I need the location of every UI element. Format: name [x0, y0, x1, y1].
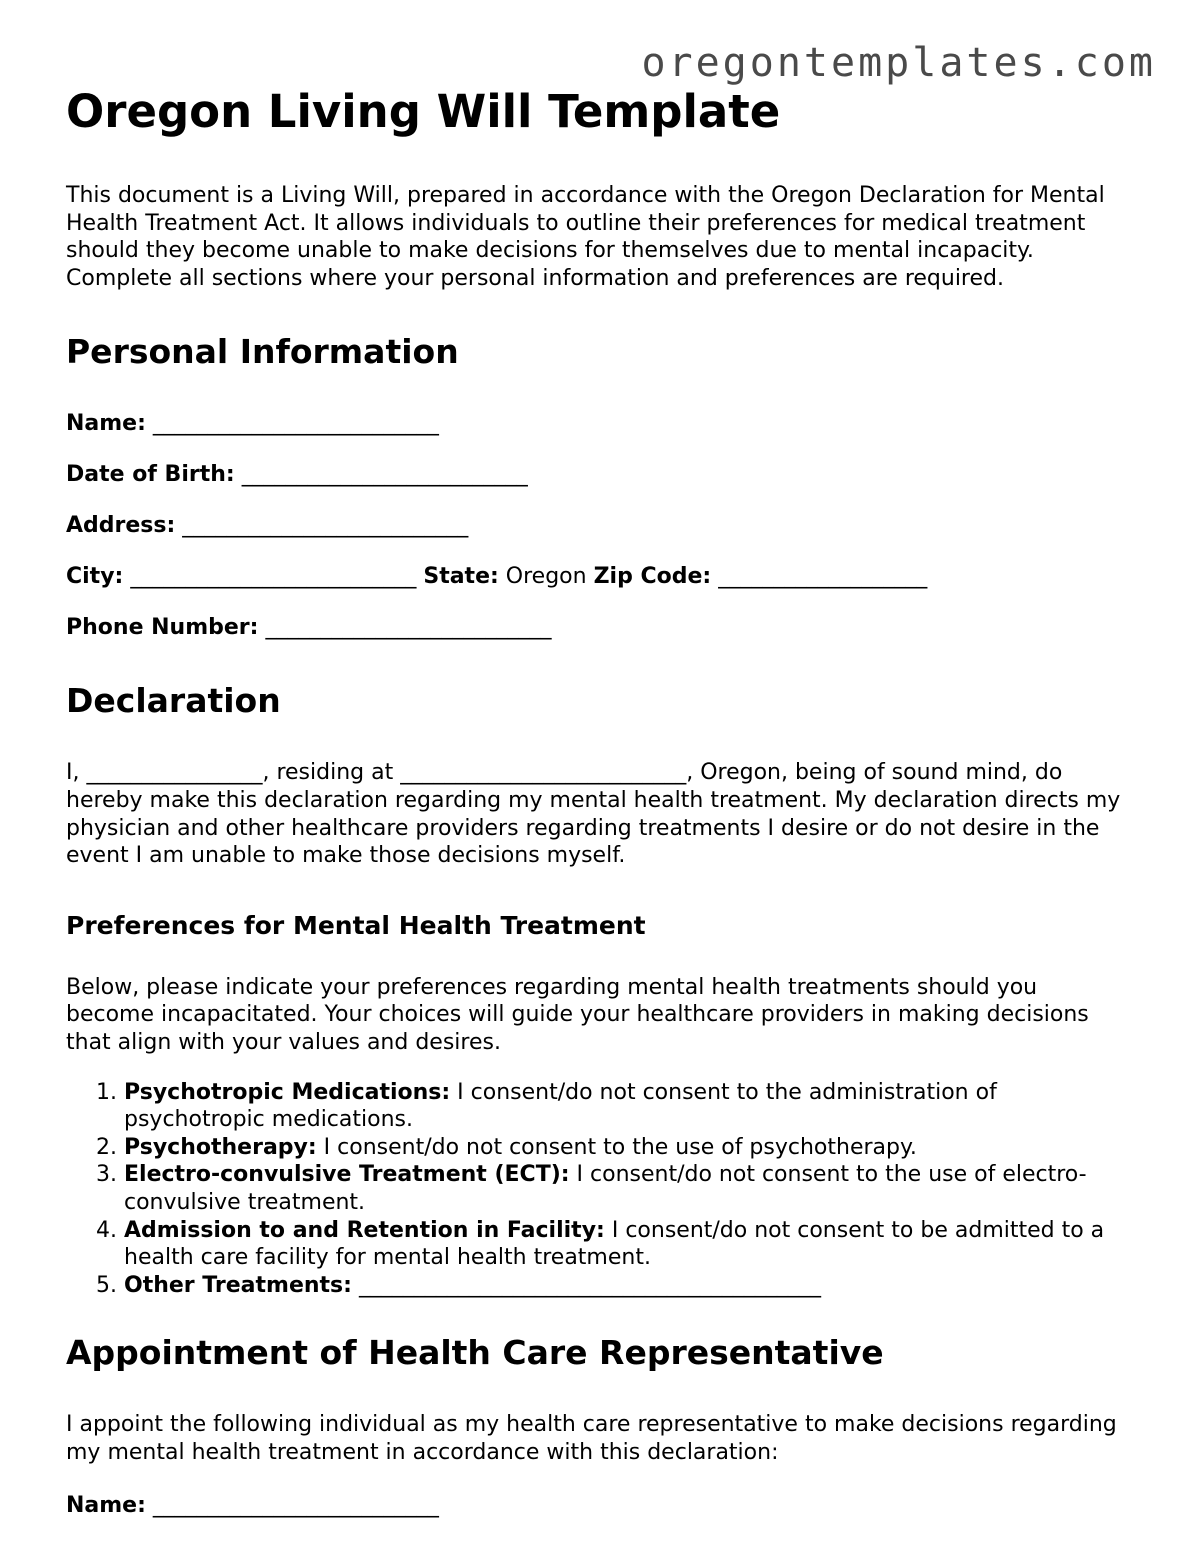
address-label: Address: [66, 513, 176, 539]
phone-number-blank[interactable]: __________________________ [265, 615, 552, 641]
list-item-label: Electro-convulsive Treatment (ECT): [124, 1162, 570, 1188]
document-page [66, 84, 1126, 1543]
list-item [124, 1134, 1126, 1162]
list-item-label: Other Treatments: [124, 1272, 352, 1298]
date-of-birth-blank[interactable]: __________________________ [241, 462, 528, 488]
list-item [124, 1217, 1126, 1272]
list-item [124, 1079, 1126, 1134]
preferences-intro: Below, please indicate your preferences regarding mental health treatments should you become incapacitated. Your choices will guide your healthcare providers in making decisions that align with your values and desires. [66, 974, 1089, 1055]
list-item-text: I consent/do not consent to the administration of psychotropic medications. [124, 1079, 997, 1133]
watermark: oregontemplates.com [641, 40, 1156, 86]
list-item-label: Admission to and Retention in Facility: [124, 1217, 605, 1243]
name-label: Name: [66, 411, 146, 437]
other-treatments-blank[interactable]: __________________________________________ [351, 1272, 821, 1298]
city-blank[interactable]: __________________________ [130, 564, 417, 590]
declaration-heading: Declaration [66, 681, 281, 721]
list-item-text: I consent/do not consent to be admitted to a health care facility for mental health treatment. [124, 1217, 1105, 1271]
list-item[interactable] [124, 1272, 1126, 1300]
list-item-label: Psychotherapy: [124, 1134, 317, 1160]
representative-heading: Appointment of Health Care Representative [66, 1333, 884, 1373]
list-item-text: I consent/do not consent to the use of psychotherapy. [316, 1134, 917, 1160]
address-field[interactable] [66, 512, 1126, 539]
phone-number-field[interactable] [66, 614, 1126, 641]
name-blank[interactable]: __________________________ [152, 411, 439, 437]
date-of-birth-field[interactable] [66, 461, 1126, 488]
phone-number-label: Phone Number: [66, 615, 259, 641]
list-item-label: Psychotropic Medications: [124, 1079, 451, 1105]
address-blank[interactable]: __________________________ [182, 513, 469, 539]
state-value: Oregon [505, 564, 587, 590]
personal-information-heading: Personal Information [66, 332, 459, 372]
representative-intro: I appoint the following individual as my health care representative to make decisions regarding my mental health treatment in accordance with this declaration: [66, 1412, 1117, 1465]
zip-code-blank[interactable]: ___________________ [718, 564, 928, 590]
intro-paragraph: This document is a Living Will, prepared in accordance with the Oregon Declaration for Mental Health Treatment Act. It allows individuals to outline their preferences for medical treatment should they become unable to make decisions for themselves due to mental incapacity. Complete all sections where your personal information and preferences are required. [66, 183, 1105, 291]
city-state-zip-row [66, 563, 1126, 590]
state-label: State: [423, 564, 499, 590]
page-title: Oregon Living Will Template [66, 85, 781, 138]
preferences-heading: Preferences for Mental Health Treatment [66, 910, 646, 940]
date-of-birth-label: Date of Birth: [66, 462, 235, 488]
zip-code-label: Zip Code: [593, 564, 712, 590]
representative-name-blank[interactable]: __________________________ [152, 1493, 439, 1519]
declaration-paragraph: I, ________________, residing at __________________________, Oregon, being of sound mind, do hereby make this declaration regarding my mental health treatment. My declaration directs my physician and other healthcare providers regarding treatments I desire or do not desire in the event I am unable to make those decisions myself. [66, 760, 1121, 869]
city-label: City: [66, 564, 124, 590]
name-field[interactable] [66, 410, 1126, 437]
list-item-text: I consent/do not consent to the use of electro-convulsive treatment. [124, 1162, 1087, 1215]
list-item [124, 1161, 1126, 1216]
preferences-list [66, 1079, 1126, 1300]
representative-name-field[interactable] [66, 1492, 1126, 1519]
representative-name-label: Name: [66, 1493, 146, 1519]
